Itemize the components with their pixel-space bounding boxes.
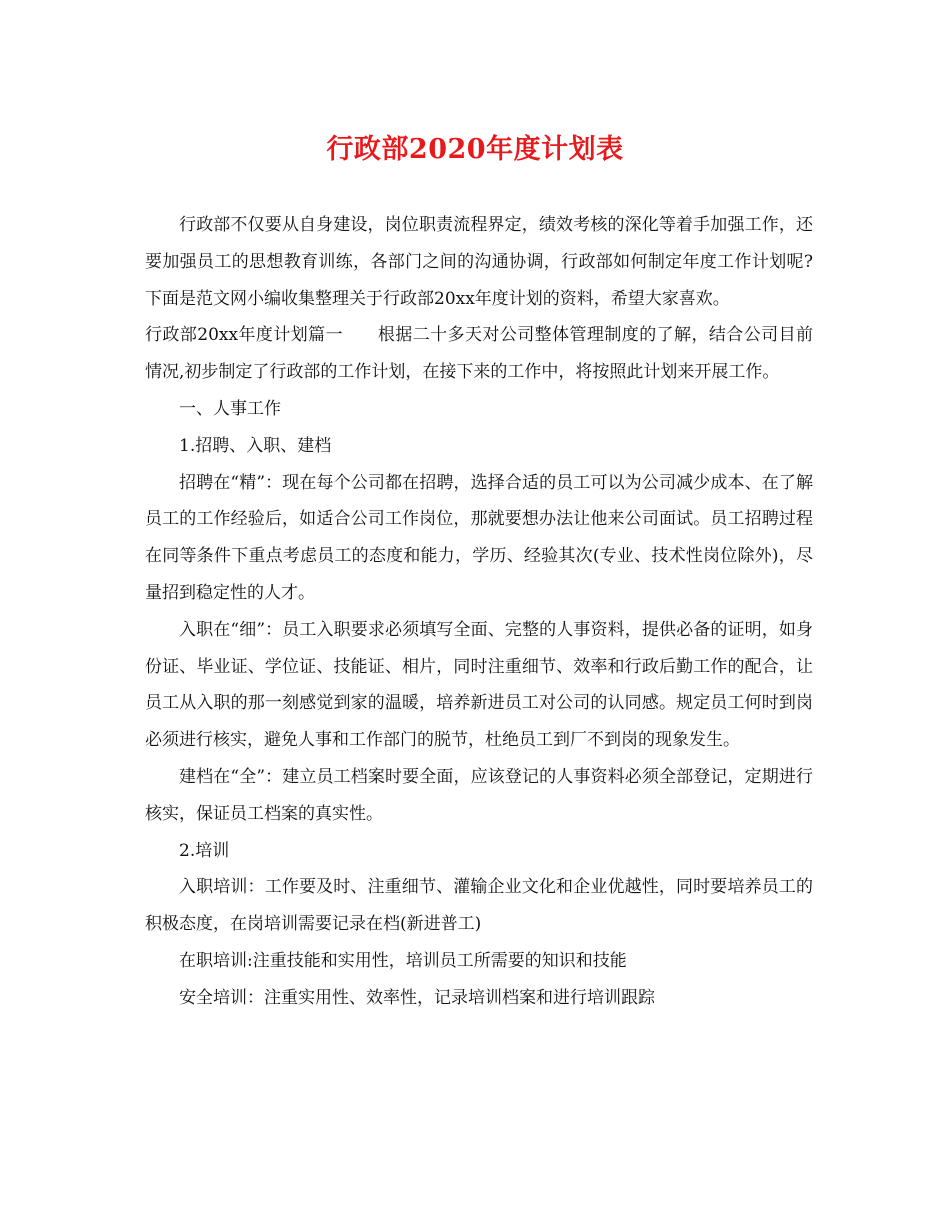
paragraph-onboarding: 入职在“细”：员工入职要求必须填写全面、完整的人事资料，提供必备的证明，如身份证、毕业证、学位证、技能证、相片，同时注重细节、效率和行政后勤工作的配合，让员工从入职的那一刻感觉到家的温暖，培养新进员工对公司的认同感。规定员工何时到岗必须进行核实，避免人事和工作部门的脱节，杜绝员工到厂不到岗的现象发生。 bbox=[145, 619, 813, 751]
heading-training: 2.培训 bbox=[179, 840, 230, 861]
heading-recruitment: 1.招聘、入职、建档 bbox=[179, 435, 332, 456]
document-body bbox=[145, 207, 813, 1017]
paragraph-plan-one: 行政部20xx年度计划篇一 根据二十多天对公司整体管理制度的了解，结合公司目前情况,初步制定了行政部的工作计划，在接下来的工作中，将按照此计划来开展工作。 bbox=[145, 325, 813, 383]
heading-personnel-work: 一、人事工作 bbox=[179, 398, 281, 419]
paragraph-recruitment: 招聘在“精”：现在每个公司都在招聘，选择合适的员工可以为公司减少成本、在了解员工的工作经验后，如适合公司工作岗位，那就要想办法让他来公司面试。员工招聘过程在同等条件下重点考虑员工的态度和能力，学历、经验其次(专业、技术性岗位除外)，尽量招到稳定性的人才。 bbox=[145, 472, 813, 603]
document-title: 行政部2020年度计划表 bbox=[326, 134, 624, 165]
paragraph-onjob-training: 在职培训:注重技能和实用性，培训员工所需要的知识和技能 bbox=[179, 950, 627, 971]
paragraph-safety-training: 安全培训：注重实用性、效率性，记录培训档案和进行培训跟踪 bbox=[179, 987, 655, 1008]
paragraph-archiving: 建档在“全”：建立员工档案时要全面，应该登记的人事资料必须全部登记，定期进行核实，保证员工档案的真实性。 bbox=[145, 766, 813, 824]
paragraph-induction-training: 入职培训：工作要及时、注重细节、灌输企业文化和企业优越性，同时要培养员工的积极态度，在岗培训需要记录在档(新进普工) bbox=[145, 877, 813, 935]
paragraph-intro: 行政部不仅要从自身建设，岗位职责流程界定，绩效考核的深化等着手加强工作，还要加强员工的思想教育训练，各部门之间的沟通协调，行政部如何制定年度工作计划呢?下面是范文网小编收集整理关于行政部20xx年度计划的资料，希望大家喜欢。 bbox=[145, 215, 813, 309]
